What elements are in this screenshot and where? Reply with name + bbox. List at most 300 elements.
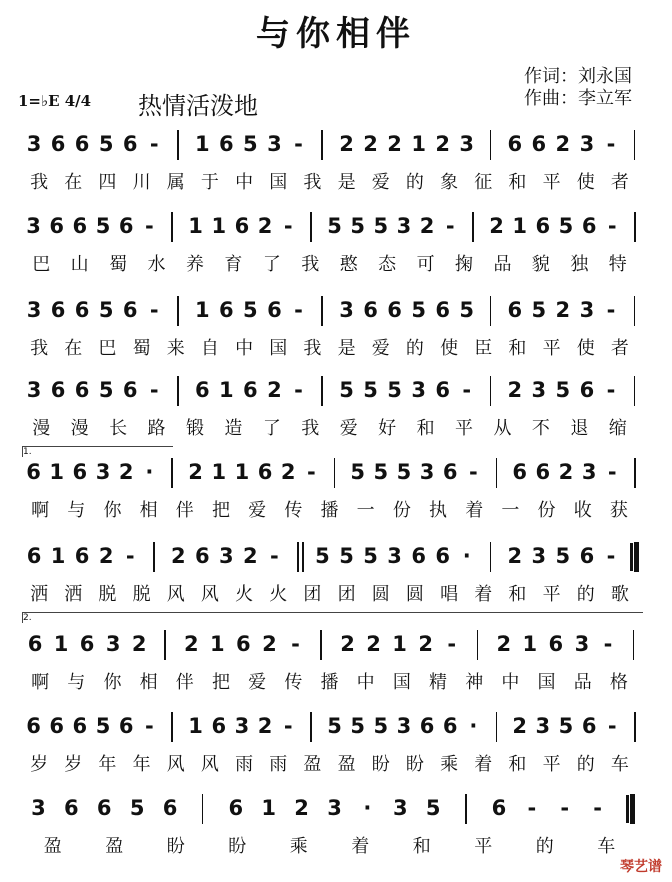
note: 5 bbox=[555, 378, 571, 402]
note: 6 bbox=[122, 132, 138, 156]
score-line bbox=[22, 210, 647, 294]
barline bbox=[634, 458, 636, 488]
lyric-char: 雨 bbox=[235, 754, 254, 775]
barline bbox=[310, 212, 312, 242]
note: 5 bbox=[425, 796, 441, 820]
lyric-char: 相 bbox=[139, 672, 158, 693]
lyric-char: 我 bbox=[301, 254, 320, 275]
note: 6 bbox=[507, 132, 523, 156]
lyrics-row bbox=[22, 832, 647, 862]
lyric-char: 和 bbox=[508, 172, 527, 193]
lyric-char: 我 bbox=[30, 338, 49, 359]
note: 6 bbox=[194, 544, 210, 568]
lyric-char: 与 bbox=[67, 500, 86, 521]
note: 6 bbox=[74, 378, 90, 402]
note: 6 bbox=[27, 632, 43, 656]
note: 5 bbox=[459, 298, 475, 322]
dash-hold: - bbox=[149, 132, 159, 156]
lyric-char: 车 bbox=[597, 836, 616, 857]
lyric-char: 中 bbox=[235, 172, 254, 193]
lyric-char: 圆 bbox=[405, 584, 424, 605]
note: 5 bbox=[373, 214, 389, 238]
score-line bbox=[22, 374, 647, 458]
lyric-char: 伴 bbox=[175, 672, 194, 693]
note: 5 bbox=[327, 714, 342, 738]
dot-extension: · bbox=[462, 544, 471, 568]
note: 1 bbox=[219, 378, 234, 402]
volta-1-label: 1. bbox=[23, 447, 32, 457]
note: 3 bbox=[459, 132, 475, 156]
lyric-char: 的 bbox=[576, 584, 595, 605]
note: 5 bbox=[373, 714, 389, 738]
dash-hold: - bbox=[447, 632, 457, 656]
note: 6 bbox=[50, 298, 66, 322]
dash-hold: - bbox=[462, 378, 472, 402]
note: 2 bbox=[131, 632, 147, 656]
lyric-char: 伴 bbox=[175, 500, 194, 521]
note: 5 bbox=[363, 378, 378, 402]
note: 6 bbox=[435, 378, 450, 402]
lyric-char: 岁 bbox=[30, 754, 49, 775]
lyric-char: 盈 bbox=[43, 836, 62, 857]
note: 2 bbox=[257, 714, 273, 738]
note: 5 bbox=[350, 714, 365, 738]
note: 6 bbox=[50, 378, 66, 402]
note: 6 bbox=[72, 214, 88, 238]
lyric-char: 川 bbox=[132, 172, 151, 193]
lyric-char: 属 bbox=[166, 172, 185, 193]
note: 2 bbox=[183, 632, 199, 656]
lyric-char: 是 bbox=[337, 338, 356, 359]
lyric-char: 我 bbox=[303, 338, 322, 359]
note: 2 bbox=[340, 632, 355, 656]
note: 2 bbox=[339, 132, 354, 156]
lyric-char: 国 bbox=[537, 672, 556, 693]
barline bbox=[496, 712, 498, 742]
note: 6 bbox=[26, 460, 41, 484]
lyric-char: 一 bbox=[501, 500, 520, 521]
note: 5 bbox=[531, 298, 547, 322]
dash-hold: - bbox=[149, 298, 159, 322]
barline bbox=[634, 130, 636, 160]
lyric-char: 养 bbox=[185, 254, 204, 275]
lyric-char: 盈 bbox=[337, 754, 356, 775]
lyric-char: 收 bbox=[573, 500, 592, 521]
lyric-char: 爱 bbox=[248, 500, 267, 521]
note: 3 bbox=[396, 214, 412, 238]
note: 5 bbox=[555, 544, 571, 568]
barline bbox=[321, 130, 323, 160]
note: 5 bbox=[558, 214, 574, 238]
note: 5 bbox=[98, 298, 114, 322]
note: 2 bbox=[363, 132, 378, 156]
dash-hold: - bbox=[606, 132, 616, 156]
note: 5 bbox=[327, 214, 342, 238]
lyric-char: 播 bbox=[320, 672, 339, 693]
note: 6 bbox=[535, 460, 551, 484]
note: 5 bbox=[95, 714, 111, 738]
lyric-char: 盈 bbox=[303, 754, 322, 775]
lyric-char: 来 bbox=[166, 338, 185, 359]
lyric-char: 份 bbox=[392, 500, 411, 521]
note: 2 bbox=[419, 214, 435, 238]
note: 1 bbox=[53, 632, 69, 656]
dash-hold: - bbox=[144, 714, 154, 738]
lyric-char: 歌 bbox=[610, 584, 629, 605]
note: 3 bbox=[392, 796, 408, 820]
dash-hold: - bbox=[606, 298, 616, 322]
lyric-char: 蜀 bbox=[132, 338, 151, 359]
note: 2 bbox=[555, 298, 571, 322]
lyric-char: 漫 bbox=[70, 418, 89, 439]
note: 6 bbox=[387, 298, 402, 322]
note: 3 bbox=[26, 378, 42, 402]
lyricist-credit: 作词：刘永国 bbox=[524, 66, 632, 87]
note: 2 bbox=[262, 632, 277, 656]
lyric-char: 品 bbox=[573, 672, 592, 693]
barline bbox=[171, 212, 173, 242]
note: 6 bbox=[211, 714, 227, 738]
lyric-char: 锻 bbox=[185, 418, 204, 439]
lyric-char: 象 bbox=[440, 172, 459, 193]
note: 3 bbox=[396, 714, 412, 738]
lyric-char: 者 bbox=[610, 338, 629, 359]
double-barline bbox=[297, 542, 299, 572]
lyric-char: 憨 bbox=[339, 254, 358, 275]
dash-hold: - bbox=[306, 460, 316, 484]
note: 6 bbox=[162, 796, 178, 820]
note: 5 bbox=[350, 460, 365, 484]
note: 6 bbox=[118, 714, 134, 738]
lyrics-row bbox=[22, 250, 647, 280]
dash-hold: - bbox=[283, 214, 293, 238]
note: 2 bbox=[489, 214, 504, 238]
lyric-char: 乘 bbox=[289, 836, 308, 857]
lyric-char: 中 bbox=[501, 672, 520, 693]
barline bbox=[477, 630, 479, 660]
lyric-char: 平 bbox=[542, 338, 561, 359]
note: 2 bbox=[118, 460, 134, 484]
song-title: 与你相伴 bbox=[256, 14, 416, 54]
dash-hold: - bbox=[607, 714, 617, 738]
lyric-char: 着 bbox=[474, 754, 493, 775]
lyric-char: 长 bbox=[109, 418, 128, 439]
lyric-char: 你 bbox=[103, 500, 122, 521]
note: 1 bbox=[261, 796, 277, 820]
lyric-char: 四 bbox=[98, 172, 117, 193]
lyric-char: 唱 bbox=[440, 584, 459, 605]
barline bbox=[490, 376, 492, 406]
note: 5 bbox=[98, 378, 114, 402]
note: 6 bbox=[579, 544, 595, 568]
note: 5 bbox=[558, 714, 574, 738]
note: 6 bbox=[243, 378, 258, 402]
lyric-char: 爱 bbox=[339, 418, 358, 439]
lyric-char: 态 bbox=[378, 254, 397, 275]
lyric-char: 脱 bbox=[98, 584, 117, 605]
lyric-char: 掬 bbox=[455, 254, 474, 275]
lyric-char: 不 bbox=[531, 418, 550, 439]
lyric-char: 可 bbox=[416, 254, 435, 275]
lyric-char: 啊 bbox=[31, 672, 50, 693]
lyric-char: 平 bbox=[474, 836, 493, 857]
lyric-char: 着 bbox=[351, 836, 370, 857]
lyric-char: 执 bbox=[429, 500, 448, 521]
barline bbox=[321, 376, 323, 406]
lyric-char: 和 bbox=[508, 338, 527, 359]
lyric-char: 团 bbox=[303, 584, 322, 605]
note: 3 bbox=[531, 378, 547, 402]
note: 6 bbox=[442, 460, 458, 484]
barline bbox=[465, 794, 467, 824]
note: 5 bbox=[315, 544, 330, 568]
note: 3 bbox=[105, 632, 121, 656]
dash-hold: - bbox=[291, 632, 300, 656]
score-line bbox=[22, 710, 647, 794]
lyric-char: 神 bbox=[465, 672, 484, 693]
lyric-char: 乘 bbox=[440, 754, 459, 775]
note: 1 bbox=[234, 460, 250, 484]
note: 2 bbox=[366, 632, 381, 656]
lyric-char: 我 bbox=[303, 172, 322, 193]
barline bbox=[171, 458, 173, 488]
dash-hold: - bbox=[125, 544, 135, 568]
lyric-char: 盈 bbox=[105, 836, 124, 857]
lyric-char: 团 bbox=[337, 584, 356, 605]
lyric-char: 和 bbox=[412, 836, 431, 857]
note: 6 bbox=[122, 298, 138, 322]
lyrics-row bbox=[22, 750, 647, 780]
note: 1 bbox=[392, 632, 407, 656]
lyric-char: 年 bbox=[98, 754, 117, 775]
lyric-char: 格 bbox=[609, 672, 628, 693]
note: 2 bbox=[512, 714, 527, 738]
double-barline bbox=[630, 794, 635, 824]
lyric-char: 的 bbox=[405, 172, 424, 193]
lyrics-row bbox=[22, 580, 647, 610]
dash-hold: - bbox=[294, 378, 303, 402]
composer-credit: 作曲：李立军 bbox=[524, 88, 632, 109]
lyric-char: 播 bbox=[320, 500, 339, 521]
lyric-char: 和 bbox=[508, 754, 527, 775]
lyric-char: 造 bbox=[224, 418, 243, 439]
barline bbox=[177, 130, 179, 160]
note: 3 bbox=[387, 544, 402, 568]
dash-hold: - bbox=[606, 378, 616, 402]
lyric-char: 于 bbox=[200, 172, 219, 193]
note: 1 bbox=[522, 632, 538, 656]
note: 2 bbox=[507, 378, 523, 402]
lyric-char: 貌 bbox=[531, 254, 550, 275]
lyric-char: 获 bbox=[609, 500, 628, 521]
lyric-char: 平 bbox=[542, 754, 561, 775]
note: 3 bbox=[411, 378, 426, 402]
note: 2 bbox=[188, 460, 203, 484]
dash-hold: - bbox=[607, 214, 617, 238]
lyric-char: 火 bbox=[235, 584, 254, 605]
lyric-char: 精 bbox=[429, 672, 448, 693]
score-line bbox=[22, 628, 647, 712]
dash-hold: - bbox=[527, 796, 537, 820]
note: 6 bbox=[579, 378, 595, 402]
lyrics-row bbox=[22, 334, 647, 364]
lyric-char: 在 bbox=[64, 338, 83, 359]
note: 2 bbox=[435, 132, 450, 156]
note: 1 bbox=[210, 632, 225, 656]
note: 6 bbox=[442, 714, 458, 738]
barline bbox=[202, 794, 204, 824]
note: 1 bbox=[411, 132, 426, 156]
note: 6 bbox=[435, 544, 450, 568]
note: 6 bbox=[507, 298, 523, 322]
watermark-logo: 琴艺谱 bbox=[620, 859, 662, 875]
key-signature: 1=♭E 4/4 bbox=[18, 92, 92, 110]
lyric-char: 火 bbox=[269, 584, 288, 605]
score-line bbox=[22, 128, 647, 212]
note: 2 bbox=[507, 544, 523, 568]
lyric-char: 平 bbox=[542, 172, 561, 193]
barline bbox=[310, 712, 312, 742]
lyric-char: 岁 bbox=[64, 754, 83, 775]
lyric-char: 风 bbox=[200, 754, 219, 775]
barline bbox=[633, 630, 635, 660]
note: 6 bbox=[219, 298, 234, 322]
lyric-char: 巴 bbox=[32, 254, 51, 275]
barline bbox=[490, 542, 492, 572]
note: 5 bbox=[243, 298, 258, 322]
note: 5 bbox=[396, 460, 412, 484]
lyric-char: 育 bbox=[224, 254, 243, 275]
lyric-char: 与 bbox=[67, 672, 86, 693]
note: 5 bbox=[387, 378, 402, 402]
barline bbox=[472, 212, 474, 242]
barline bbox=[634, 296, 636, 326]
note: 3 bbox=[219, 544, 234, 568]
lyric-char: 着 bbox=[474, 584, 493, 605]
note: 5 bbox=[95, 214, 111, 238]
note: 1 bbox=[194, 132, 210, 156]
lyric-char: 风 bbox=[200, 584, 219, 605]
double-barline bbox=[634, 542, 639, 572]
barline bbox=[320, 630, 322, 660]
dash-hold: - bbox=[270, 544, 279, 568]
lyric-char: 盼 bbox=[371, 754, 390, 775]
lyric-char: 缩 bbox=[608, 418, 627, 439]
note: 6 bbox=[236, 632, 251, 656]
note: 6 bbox=[194, 378, 210, 402]
lyrics-row bbox=[22, 668, 647, 698]
lyric-char: 山 bbox=[70, 254, 89, 275]
barline bbox=[496, 458, 498, 488]
lyric-char: 我 bbox=[301, 418, 320, 439]
note: 1 bbox=[49, 460, 65, 484]
lyric-char: 雨 bbox=[269, 754, 288, 775]
note: 2 bbox=[257, 214, 273, 238]
note: 2 bbox=[418, 632, 433, 656]
barline bbox=[153, 542, 155, 572]
note: 3 bbox=[327, 796, 342, 820]
dash-hold: - bbox=[469, 460, 478, 484]
score-line bbox=[22, 540, 647, 624]
lyric-char: 品 bbox=[493, 254, 512, 275]
lyric-char: 臣 bbox=[474, 338, 493, 359]
barline bbox=[634, 712, 636, 742]
lyric-char: 份 bbox=[537, 500, 556, 521]
note: 6 bbox=[118, 214, 134, 238]
lyric-char: 了 bbox=[262, 418, 281, 439]
lyric-char: 者 bbox=[610, 172, 629, 193]
note: 5 bbox=[339, 378, 354, 402]
score-line bbox=[22, 294, 647, 378]
score-line bbox=[22, 456, 647, 540]
score-line bbox=[22, 792, 647, 876]
note: 6 bbox=[512, 460, 527, 484]
note: 3 bbox=[419, 460, 435, 484]
dot-extension: · bbox=[145, 460, 154, 484]
note: 1 bbox=[211, 214, 227, 238]
note: 5 bbox=[411, 298, 426, 322]
lyric-char: 国 bbox=[269, 172, 288, 193]
note: 6 bbox=[267, 298, 282, 322]
note: 5 bbox=[339, 544, 354, 568]
note: 5 bbox=[129, 796, 145, 820]
note: 6 bbox=[96, 796, 112, 820]
barline bbox=[177, 376, 179, 406]
lyric-char: 独 bbox=[570, 254, 589, 275]
lyric-char: 洒 bbox=[64, 584, 83, 605]
lyric-char: 从 bbox=[493, 418, 512, 439]
barline bbox=[171, 712, 173, 742]
note: 6 bbox=[581, 714, 597, 738]
note: 3 bbox=[535, 714, 551, 738]
lyric-char: 的 bbox=[535, 836, 554, 857]
dash-hold: - bbox=[144, 214, 154, 238]
barline bbox=[634, 212, 636, 242]
lyric-char: 中 bbox=[235, 338, 254, 359]
note: 3 bbox=[579, 298, 595, 322]
note: 3 bbox=[95, 460, 111, 484]
dash-hold: - bbox=[294, 132, 303, 156]
note: 6 bbox=[234, 214, 250, 238]
note: 2 bbox=[170, 544, 186, 568]
lyric-char: 自 bbox=[200, 338, 219, 359]
lyric-char: 传 bbox=[284, 500, 303, 521]
note: 3 bbox=[234, 714, 250, 738]
note: 5 bbox=[363, 544, 378, 568]
lyric-char: 了 bbox=[262, 254, 281, 275]
lyric-char: 着 bbox=[465, 500, 484, 521]
lyric-char: 一 bbox=[356, 500, 375, 521]
note: 6 bbox=[74, 544, 90, 568]
lyric-char: 你 bbox=[103, 672, 122, 693]
note: 3 bbox=[26, 298, 42, 322]
lyric-char: 爱 bbox=[371, 338, 390, 359]
lyric-char: 国 bbox=[269, 338, 288, 359]
lyric-char: 圆 bbox=[371, 584, 390, 605]
note: 1 bbox=[188, 214, 203, 238]
note: 5 bbox=[98, 132, 114, 156]
note: 3 bbox=[26, 132, 42, 156]
note: 6 bbox=[419, 714, 435, 738]
barline bbox=[490, 130, 492, 160]
note: 2 bbox=[243, 544, 258, 568]
note: 1 bbox=[512, 214, 527, 238]
note: 2 bbox=[294, 796, 309, 820]
note: 6 bbox=[26, 544, 42, 568]
dash-hold: - bbox=[560, 796, 570, 820]
dash-hold: - bbox=[149, 378, 159, 402]
barline bbox=[634, 376, 636, 406]
